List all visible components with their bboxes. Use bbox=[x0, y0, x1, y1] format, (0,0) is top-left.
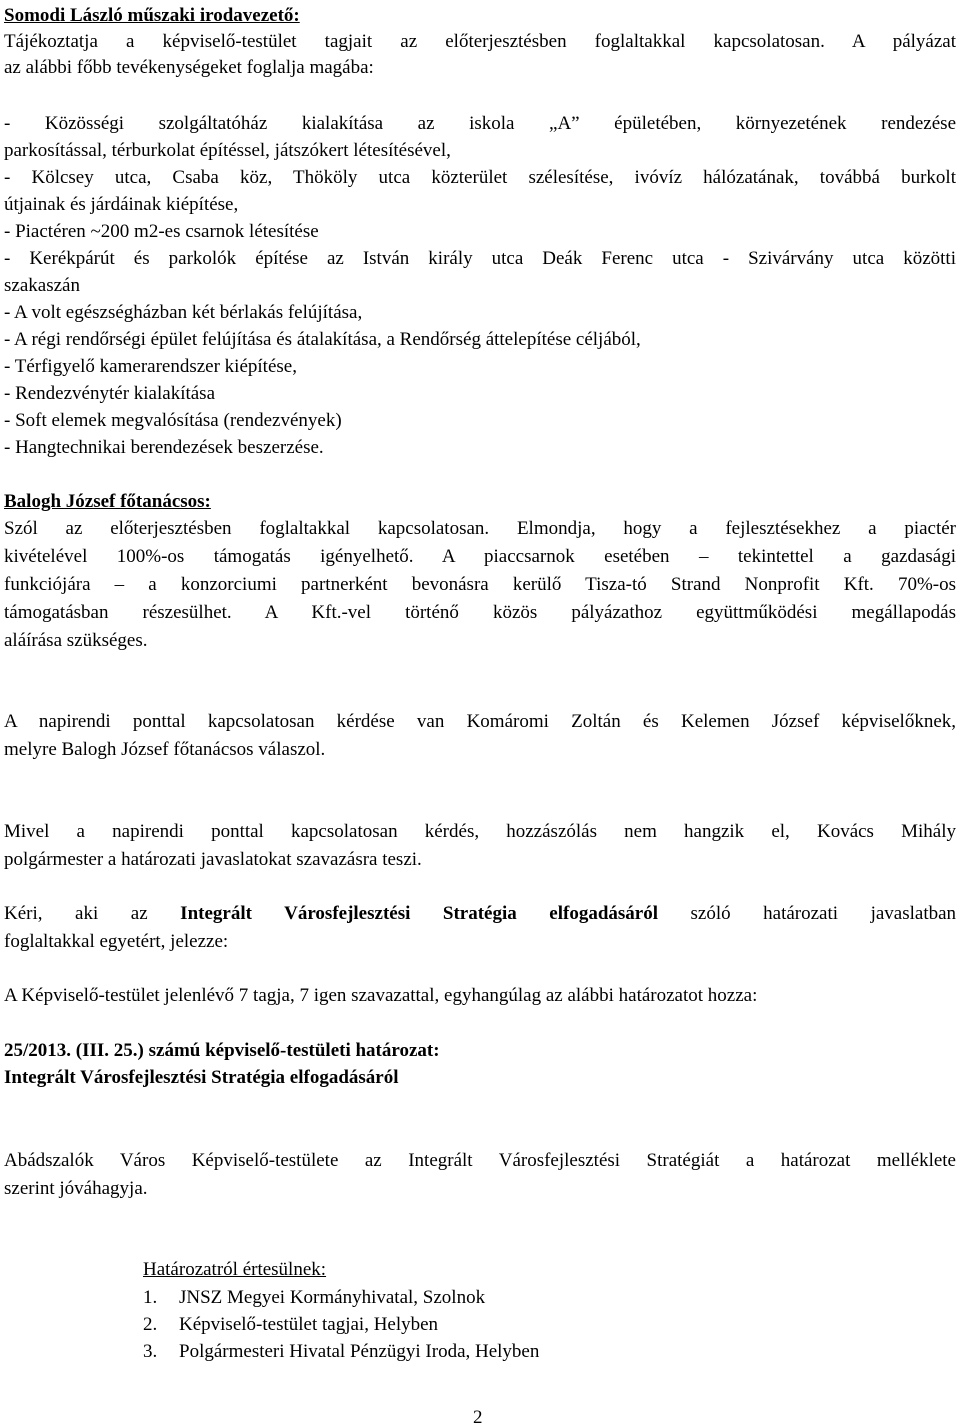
section2-line: kivételével 100%-os támogatás igényelhető. A piaccsarnok esetében – tekintettel a gazdasági bbox=[4, 546, 956, 567]
vote-request-suffix: szóló határozati javaslatban bbox=[690, 903, 957, 924]
section1-line-1: Tájékoztatja a képviselő-testület tagjait az előterjesztésben foglaltakkal kapcsolatosan. A pályázat bbox=[4, 31, 956, 52]
question-paragraph-line: melyre Balogh József főtanácsos válaszol. bbox=[4, 739, 326, 760]
section2-line: aláírása szükséges. bbox=[4, 630, 148, 651]
resolution-title: Integrált Városfejlesztési Stratégia elfogadásáról bbox=[4, 1067, 399, 1088]
notify-item-text: JNSZ Megyei Kormányhivatal, Szolnok bbox=[179, 1287, 486, 1308]
speaker-somodi: Somodi László műszaki irodavezető: bbox=[4, 5, 300, 26]
activity-line: - Rendezvénytér kialakítása bbox=[4, 383, 216, 404]
activity-line: szakaszán bbox=[4, 275, 80, 296]
activity-line: - Közösségi szolgáltatóház kialakítása az iskola „A” épületében, környezetének rendezése bbox=[4, 113, 956, 134]
activity-line: útjainak és járdáinak kiépítése, bbox=[4, 194, 239, 215]
mayor-paragraph-line: Mivel a napirendi ponttal kapcsolatosan kérdés, hozzászólás nem hangzik el, Kovács Mihály bbox=[4, 821, 956, 842]
vote-request-subject: Integrált Városfejlesztési Stratégia elfogadásáról bbox=[180, 903, 658, 924]
activity-line: - Kölcsey utca, Csaba köz, Thököly utca közterület szélesítése, ivóvíz hálózatának, továbbá burkolt bbox=[4, 167, 956, 188]
resolution-number: 25/2013. (III. 25.) számú képviselő-testületi határozat: bbox=[4, 1040, 440, 1061]
speaker-balogh: Balogh József főtanácsos: bbox=[4, 491, 211, 512]
resolution-body-line: szerint jóváhagyja. bbox=[4, 1178, 148, 1199]
activity-line: parkosítással, térburkolat építéssel, játszókert létesítésével, bbox=[4, 140, 451, 161]
section2-line: Szól az előterjesztésben foglaltakkal kapcsolatosan. Elmondja, hogy a fejlesztésekhez a piactér bbox=[4, 518, 956, 539]
activity-line: - Térfigyelő kamerarendszer kiépítése, bbox=[4, 356, 297, 377]
notify-list-item bbox=[143, 1315, 438, 1334]
activity-line: - A volt egészségházban két bérlakás felújítása, bbox=[4, 302, 363, 323]
notify-list-item bbox=[143, 1342, 539, 1361]
mayor-paragraph-line: polgármester a határozati javaslatokat szavazásra teszi. bbox=[4, 849, 422, 870]
activity-line: - A régi rendőrségi épület felújítása és átalakítása, a Rendőrség áttelepítése céljából, bbox=[4, 329, 641, 350]
activity-line: - Piactéren ~200 m2-es csarnok létesítése bbox=[4, 221, 319, 242]
section2-line: támogatásban részesülhet. A Kft.-vel történő közös pályázathoz együttműködési megállapodás bbox=[4, 602, 956, 623]
resolution-body-line: Abádszalók Város Képviselő-testülete az Integrált Városfejlesztési Stratégiát a határozat melléklete bbox=[4, 1150, 956, 1171]
notify-item-number: 3. bbox=[143, 1341, 158, 1362]
notify-item-text: Képviselő-testület tagjai, Helyben bbox=[179, 1314, 439, 1335]
notify-item-number: 1. bbox=[143, 1287, 158, 1308]
page-number: 2 bbox=[473, 1407, 483, 1428]
question-paragraph-line: A napirendi ponttal kapcsolatosan kérdése van Komáromi Zoltán és Kelemen József képviselőknek, bbox=[4, 711, 956, 732]
notify-heading: Határozatról értesülnek: bbox=[143, 1259, 327, 1280]
activity-line: - Kerékpárút és parkolók építése az István király utca Deák Ferenc utca - Szivárvány utca közötti bbox=[4, 248, 956, 269]
vote-request-line-2: foglaltakkal egyetért, jelezze: bbox=[4, 931, 229, 952]
section2-line: funkciójára – a konzorciumi partnerként bevonásra kerülő Tisza-tó Strand Nonprofit Kft. 70%-os bbox=[4, 574, 956, 595]
vote-result: A Képviselő-testület jelenlévő 7 tagja, 7 igen szavazattal, egyhangúlag az alábbi határozatot hozza: bbox=[4, 985, 758, 1006]
notify-item-number: 2. bbox=[143, 1314, 158, 1335]
section1-line-2: az alábbi főbb tevékenységeket foglalja magába: bbox=[4, 57, 374, 78]
notify-list-item bbox=[143, 1288, 485, 1307]
activity-line: - Hangtechnikai berendezések beszerzése. bbox=[4, 437, 324, 458]
notify-item-text: Polgármesteri Hivatal Pénzügyi Iroda, Helyben bbox=[179, 1341, 540, 1362]
vote-request-line bbox=[4, 904, 956, 923]
activity-line: - Soft elemek megvalósítása (rendezvények) bbox=[4, 410, 342, 431]
vote-request-prefix: Kéri, aki az bbox=[4, 903, 148, 924]
